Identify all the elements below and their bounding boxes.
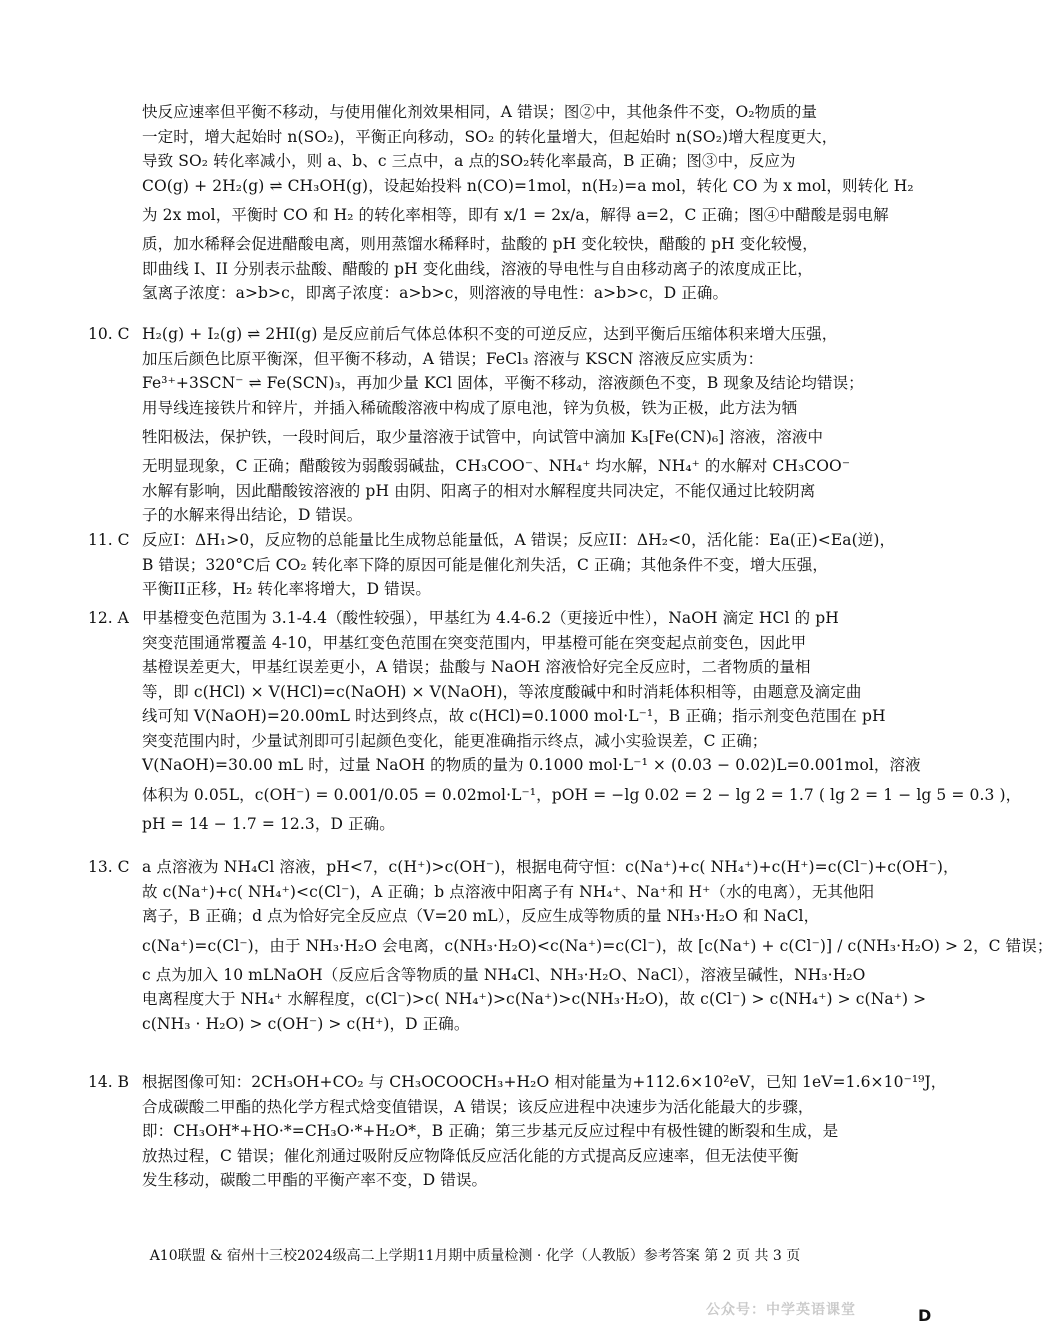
item-number: 14. B <box>88 1073 129 1091</box>
text-line: 等，即 c(HCl) × V(HCl)=c(NaOH) × V(NaOH)，等浓度酸碱中和时消耗体积相等，由题意及滴定曲 <box>142 682 862 701</box>
text-line: 线可知 V(NaOH)=20.00mL 时达到终点，故 c(HCl)=0.1000 mol·L⁻¹，B 正确；指示剂变色范围在 pH <box>142 707 886 725</box>
text-line: 电离程度大于 NH₄⁺ 水解程度，c(Cl⁻)>c( NH₄⁺)>c(Na⁺)>c(NH₃·H₂O)，故 c(Cl⁻) > c(NH₄⁺) > c(Na⁺) > <box>142 990 927 1008</box>
text-line: 故 c(Na⁺)+c( NH₄⁺)<c(Cl⁻)，A 正确；b 点溶液中阳离子有 NH₄⁺、Na⁺和 H⁺（水的电离），无其他阳 <box>142 882 875 901</box>
item-number: 11. C <box>88 531 130 549</box>
text-line: 体积为 0.05L，c(OH⁻) = 0.001/0.05 = 0.02mol·L⁻¹，pOH = −lg 0.02 = 2 − lg 2 = 1.7 ( lg 2 = 1 − lg 5 = 0.3 )， <box>142 785 1022 804</box>
corner-mark: D <box>918 1306 932 1325</box>
answer-item-12 <box>88 606 1022 836</box>
text-line: 即：CH₃OH*+HO·*=CH₃O·*+H₂O*，B 正确；第三步基元反应过程中有极性键的断裂和生成，是 <box>142 1122 839 1140</box>
text-line: 发生移动，碳酸二甲酯的平衡产率不变，D 错误。 <box>142 1171 488 1189</box>
text-line: Fe³⁺+3SCN⁻ ⇌ Fe(SCN)₃，再加少量 KCl 固体，平衡不移动，溶液颜色不变，B 现象及结论均错误； <box>142 374 864 392</box>
text-line: 加压后颜色比原平衡深，但平衡不移动，A 错误；FeCl₃ 溶液与 KSCN 溶液反应实质为： <box>142 349 764 368</box>
text-line: 子的水解来得出结论，D 错误。 <box>142 506 363 524</box>
answer-item-13 <box>88 855 1052 1036</box>
text-line: H₂(g) + I₂(g) ⇌ 2HI(g) 是反应前后气体总体积不变的可逆反应，达到平衡后压缩体积来增大压强， <box>142 325 838 343</box>
text-line: CO(g) + 2H₂(g) ⇌ CH₃OH(g)，设起始投料 n(CO)=1mol，n(H₂)=a mol，转化 CO 为 x mol，则转化 H₂ <box>142 176 914 195</box>
answer-item-10 <box>88 322 862 528</box>
text-line: 无明显现象，C 正确；醋酸铵为弱酸弱碱盐，CH₃COO⁻、NH₄⁺ 均水解，NH₄⁺ 的水解对 CH₃COO⁻ <box>142 457 851 475</box>
answer-item-11 <box>88 528 896 602</box>
text-line: 平衡II正移，H₂ 转化率将增大，D 错误。 <box>142 580 431 598</box>
text-line: 离子，B 正确；d 点为恰好完全反应点（V=20 mL），反应生成等物质的量 NH₃·H₂O 和 NaCl， <box>142 907 820 925</box>
text-line: 突变范围通常覆盖 4-10，甲基红变色范围在突变范围内，甲基橙可能在突变起点前变色，因此甲 <box>142 633 807 652</box>
text-line: pH = 14 − 1.7 = 12.3，D 正确。 <box>142 814 395 833</box>
text-line: c(Na⁺)=c(Cl⁻)，由于 NH₃·H₂O 会电离，c(NH₃·H₂O)<c(Na⁺)=c(Cl⁻)，故 [c(Na⁺) + c(Cl⁻)] / c(NH₃·H₂O) > 2，C 错误； <box>142 936 1052 955</box>
text-line: 放热过程，C 错误；催化剂通过吸附反应物降低反应活化能的方式提高反应速率，但无法使平衡 <box>142 1146 799 1165</box>
text-line: 氢离子浓度：a>b>c，即离子浓度：a>b>c，则溶液的导电性：a>b>c，D 正确。 <box>142 284 729 302</box>
text-line: 甲基橙变色范围为 3.1-4.4（酸性较强），甲基红为 4.4-6.2（更接近中性），NaOH 滴定 HCl 的 pH <box>142 609 839 627</box>
text-line: 用导线连接铁片和锌片，并插入稀硫酸溶液中构成了原电池，锌为负极，铁为正极，此方法为牺 <box>142 398 798 417</box>
text-line: 质，加水稀释会促进醋酸电离，则用蒸馏水稀释时，盐酸的 pH 变化较快，醋酸的 pH 变化较慢， <box>142 235 818 253</box>
text-line: c 点为加入 10 mLNaOH（反应后含等物质的量 NH₄Cl、NH₃·H₂O、NaCl），溶液呈碱性，NH₃·H₂O <box>142 965 866 984</box>
answer-item-14 <box>88 1070 947 1193</box>
text-line: 反应I：ΔH₁>0，反应物的总能量比生成物总能量低，A 错误；反应II：ΔH₂<0，活化能：Ea(正)<Ea(逆)， <box>142 531 896 549</box>
text-line: 导致 SO₂ 转化率减小，则 a、b、c 三点中，a 点的SO₂转化率最高，B 正确；图③中，反应为 <box>142 152 796 170</box>
watermark: 公众号：中学英语课堂 <box>706 1302 856 1318</box>
text-line: V(NaOH)=30.00 mL 时，过量 NaOH 的物质的量为 0.1000 mol·L⁻¹ × (0.03 − 0.02)L=0.001mol，溶液 <box>142 756 921 774</box>
item-number: 12. A <box>88 609 129 627</box>
text-line: 突变范围内时，少量试剂即可引起颜色变化，能更准确指示终点，减小实验误差，C 正确； <box>142 731 768 750</box>
continuation-paragraph <box>142 100 914 306</box>
text-line: a 点溶液为 NH₄Cl 溶液，pH<7，c(H⁺)>c(OH⁻)，根据电荷守恒：c(Na⁺)+c( NH₄⁺)+c(H⁺)=c(Cl⁻)+c(OH⁻)， <box>142 858 959 876</box>
text-line: 水解有影响，因此醋酸铵溶液的 pH 由阴、阳离子的相对水解程度共同决定，不能仅通过比较阴离 <box>142 481 816 500</box>
item-number: 10. C <box>88 325 130 343</box>
page-footer: A10联盟 & 宿州十三校2024级高二上学期11月期中质量检测 · 化学（人教版）参考答案 第 2 页 共 3 页 <box>149 1248 801 1264</box>
text-line: 为 2x mol，平衡时 CO 和 H₂ 的转化率相等，即有 x/1 = 2x/a，解得 a=2，C 正确；图④中醋酸是弱电解 <box>142 206 889 224</box>
text-line: 牲阳极法，保护铁，一段时间后，取少量溶液于试管中，向试管中滴加 K₃[Fe(CN)₆] 溶液，溶液中 <box>142 428 824 446</box>
text-line: 快反应速率但平衡不移动，与使用催化剂效果相同，A 错误；图②中，其他条件不变，O₂物质的量 <box>142 103 818 121</box>
text-line: 根据图像可知：2CH₃OH+CO₂ 与 CH₃OCOOCH₃+H₂O 相对能量为+112.6×10²eV，已知 1eV=1.6×10⁻¹⁹J， <box>142 1073 947 1091</box>
text-line: c(NH₃ · H₂O) > c(OH⁻) > c(H⁺)，D 正确。 <box>142 1014 470 1033</box>
text-line: 合成碳酸二甲酯的热化学方程式焓变值错误，A 错误；该反应进程中决速步为活化能最大的步骤， <box>142 1097 814 1116</box>
text-line: 基橙误差更大，甲基红误差更小，A 错误；盐酸与 NaOH 溶液恰好完全反应时，二者物质的量相 <box>142 658 811 676</box>
item-number: 13. C <box>88 858 130 876</box>
text-line: 即曲线 I、II 分别表示盐酸、醋酸的 pH 变化曲线，溶液的导电性与自由移动离子的浓度成正比， <box>142 259 813 278</box>
text-line: 一定时，增大起始时 n(SO₂)，平衡正向移动，SO₂ 的转化量增大，但起始时 n(SO₂)增大程度更大， <box>142 127 838 146</box>
text-line: B 错误；320°C后 CO₂ 转化率下降的原因可能是催化剂失活，C 正确；其他条件不变，增大压强， <box>142 555 828 574</box>
